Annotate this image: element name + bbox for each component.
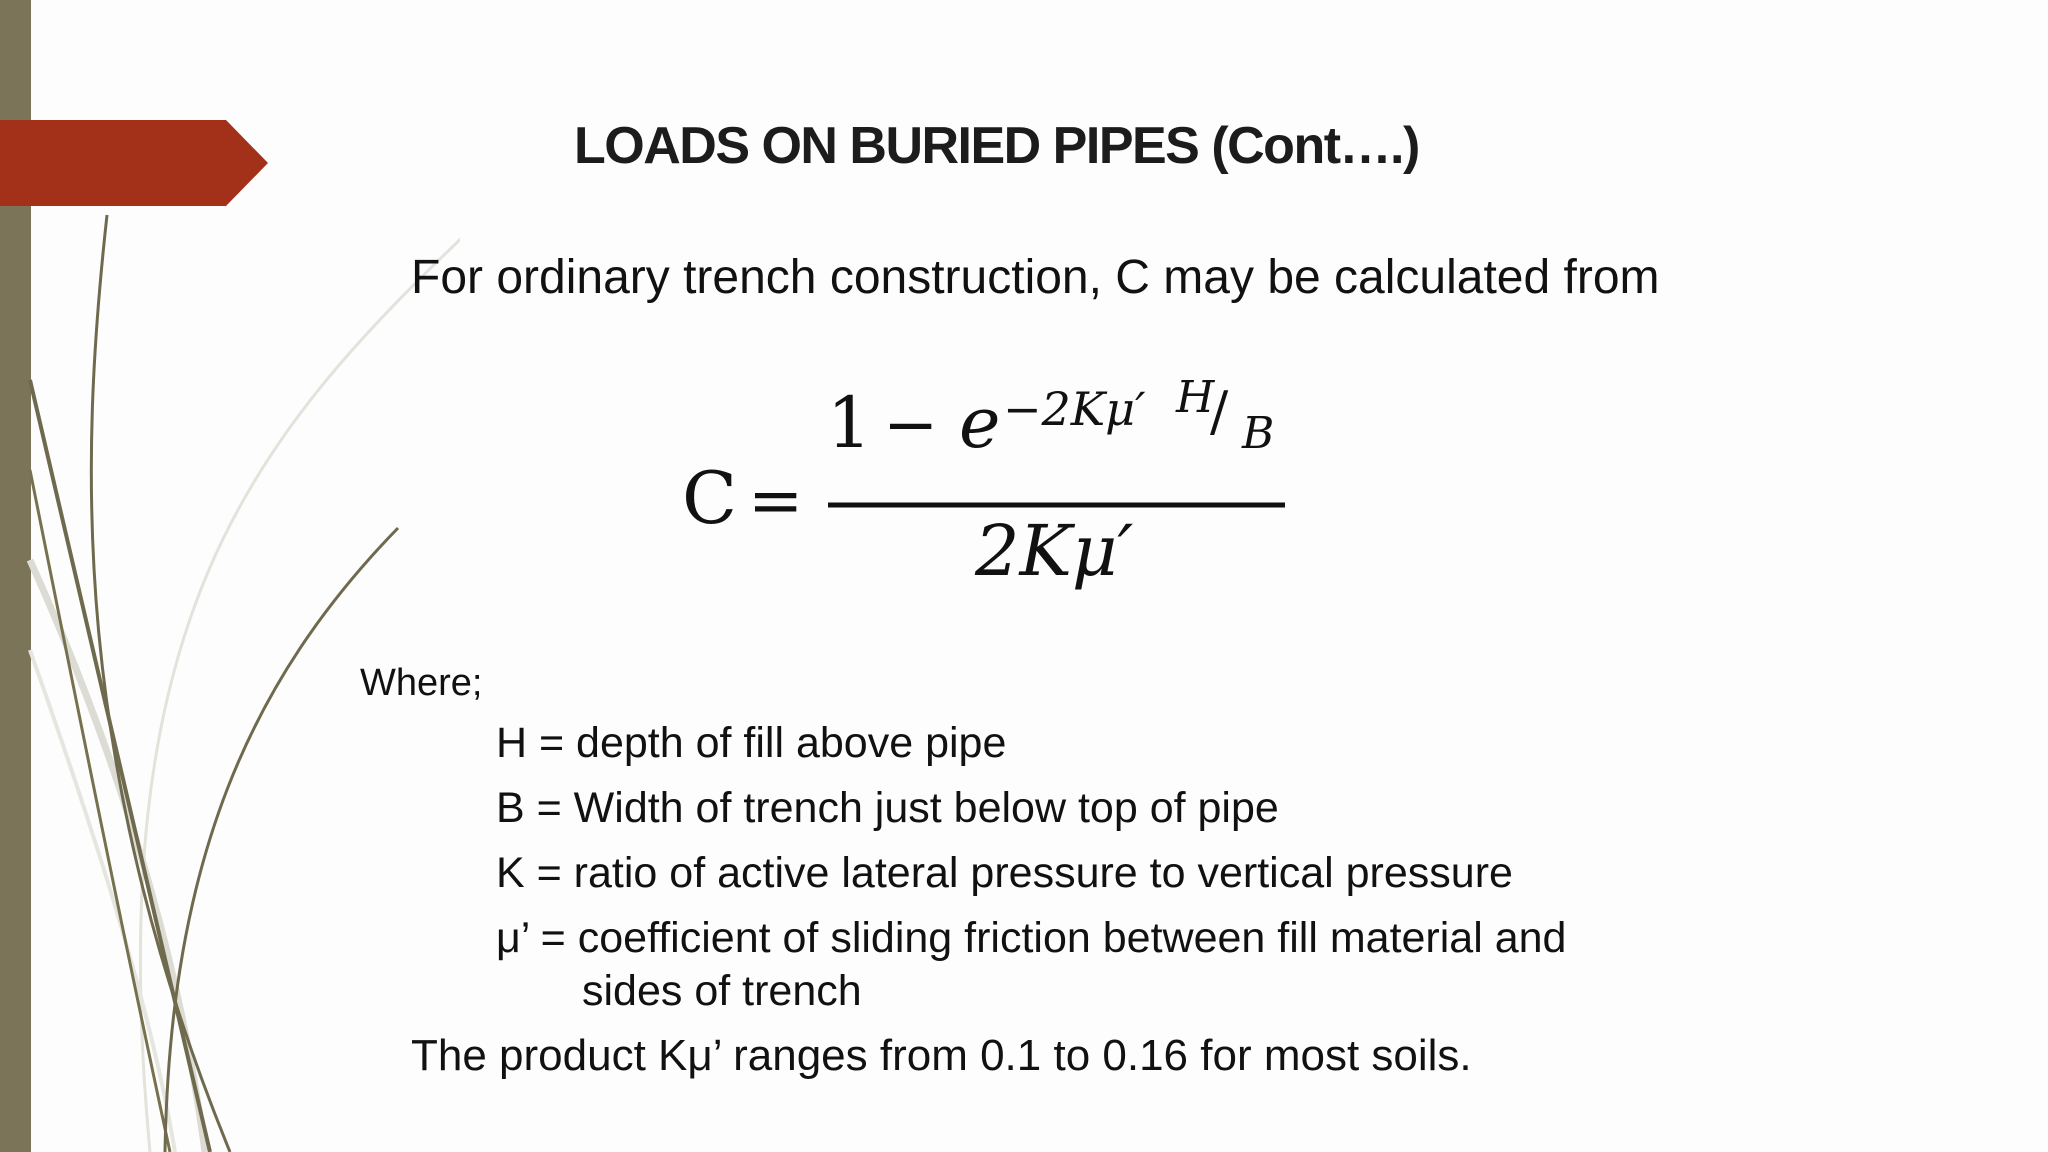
note-text: The product Kμ’ ranges from 0.1 to 0.16 for most soils.: [411, 1031, 1472, 1080]
formula-denominator: 2Kμ′: [975, 510, 1134, 592]
formula-minus: −: [883, 386, 939, 463]
where-label: Where;: [360, 662, 483, 704]
intro-text: For ordinary trench construction, C may be calculated from: [411, 251, 1660, 304]
definition-k: K = ratio of active lateral pressure to vertical pressure: [496, 849, 1513, 897]
formula-e: e: [959, 382, 1001, 464]
definition-h: H = depth of fill above pipe: [496, 719, 1007, 767]
title-arrow-shape: [0, 120, 270, 206]
formula-lhs: C: [682, 456, 738, 540]
formula-exponent-b: B: [1242, 408, 1275, 459]
formula-exponent-h: H: [1176, 380, 1215, 423]
definition-b: B = Width of trench just below top of pipe: [496, 784, 1279, 832]
definition-mu-continued: sides of trench: [582, 967, 862, 1015]
definition-mu: μ’ = coefficient of sliding friction between fill material and: [496, 914, 1567, 962]
formula-exponent: −2Kμ′: [1003, 382, 1146, 436]
formula-exponent-slash: /: [1210, 380, 1229, 443]
slide-title: LOADS ON BURIED PIPES (Cont….): [574, 117, 1419, 175]
formula-equals: =: [748, 462, 804, 539]
formula-c-equation: [670, 380, 1310, 620]
formula-numerator-one: 1: [827, 382, 872, 464]
